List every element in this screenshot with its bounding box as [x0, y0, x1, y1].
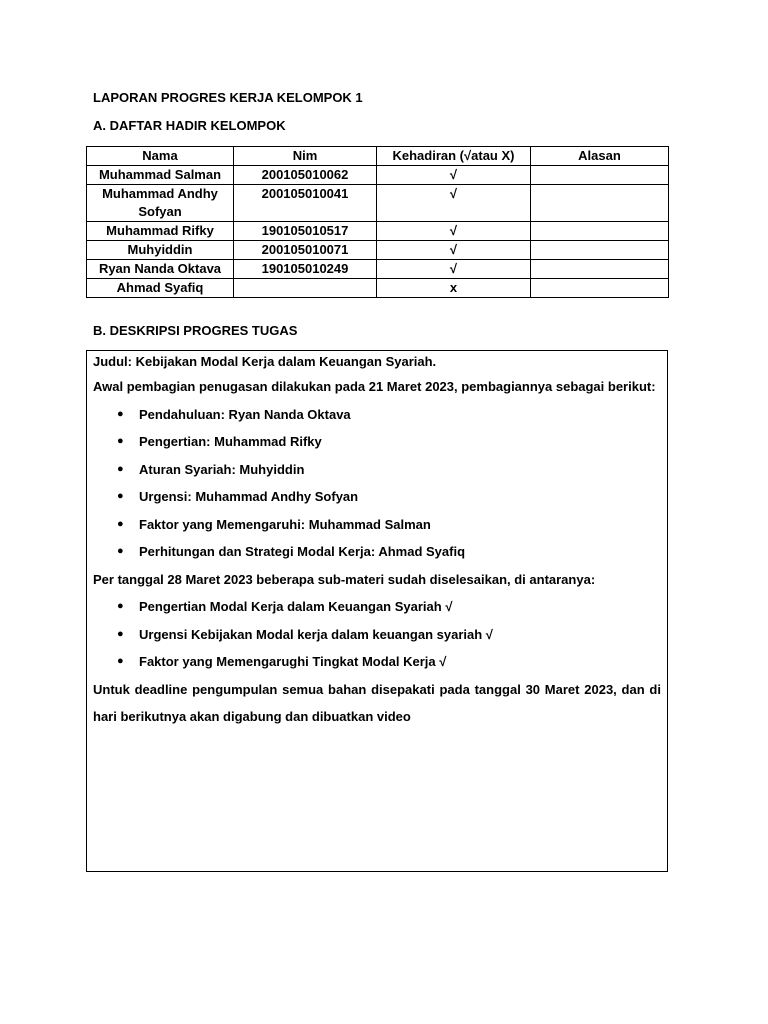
- header-alasan: Alasan: [531, 147, 669, 166]
- list-item: [117, 621, 661, 649]
- cell-reason: [531, 279, 669, 298]
- table-row: [87, 185, 669, 222]
- cell-attendance: √: [377, 260, 531, 279]
- assignment-intro: Awal pembagian penugasan dilakukan pada 21 Maret 2023, pembagiannya sebagai berikut:: [93, 379, 656, 394]
- table-row: [87, 166, 669, 185]
- cell-nim: 190105010249: [234, 260, 377, 279]
- list-item: [117, 593, 661, 621]
- bullet-icon: ●: [117, 600, 124, 612]
- list-item: [117, 511, 661, 539]
- bullet-icon: ●: [117, 490, 124, 502]
- bullet-icon: ●: [117, 407, 124, 420]
- cell-name: Ahmad Syafiq: [87, 279, 234, 298]
- bullet-icon: ●: [117, 435, 124, 447]
- cell-name: Muhyiddin: [87, 241, 234, 260]
- cell-reason: [531, 185, 669, 222]
- bullet-icon: ●: [117, 545, 124, 557]
- completed-list: [93, 593, 661, 676]
- cell-reason: [531, 241, 669, 260]
- list-item-text: Pengertian Modal Kerja dalam Keuangan Syariah √: [139, 599, 453, 614]
- cell-nim: 190105010517: [234, 222, 377, 241]
- section-b-heading: B. DESKRIPSI PROGRES TUGAS: [93, 323, 298, 338]
- table-header-row: [87, 147, 669, 166]
- cell-attendance: x: [377, 279, 531, 298]
- list-item-text: Pengertian: Muhammad Rifky: [139, 434, 322, 449]
- cell-nim: 200105010041: [234, 185, 377, 222]
- cell-reason: [531, 222, 669, 241]
- list-item-text: Urgensi: Muhammad Andhy Sofyan: [139, 489, 359, 504]
- cell-name: Muhammad Rifky: [87, 222, 234, 241]
- table-row: [87, 222, 669, 241]
- progress-description-box: [86, 350, 668, 872]
- closing-paragraph: Untuk deadline pengumpulan semua bahan disepakati pada tanggal 30 Maret 2023, dan di hari berikutnya akan digabung dan dibuatkan video: [93, 681, 661, 724]
- header-kehadiran: Kehadiran (√atau X): [377, 147, 531, 166]
- cell-name: Muhammad Salman: [87, 166, 234, 185]
- cell-attendance: √: [377, 185, 531, 222]
- table-row: [87, 260, 669, 279]
- document-title: LAPORAN PROGRES KERJA KELOMPOK 1: [93, 90, 363, 105]
- list-item: [117, 483, 661, 511]
- cell-name: Muhammad Andhy Sofyan: [87, 185, 234, 222]
- list-item-text: Urgensi Kebijakan Modal kerja dalam keuangan syariah √: [139, 626, 493, 642]
- cell-nim: [234, 279, 377, 298]
- list-item-text: Faktor yang Memengarughi Tingkat Modal Kerja √: [139, 654, 447, 669]
- header-nama: Nama: [87, 147, 234, 166]
- list-item-text: Aturan Syariah: Muhyiddin: [139, 461, 305, 477]
- list-item: [117, 648, 661, 676]
- assignment-list: [93, 401, 661, 566]
- list-item: [117, 538, 661, 566]
- cell-reason: [531, 260, 669, 279]
- bullet-icon: ●: [117, 655, 124, 667]
- list-item: [117, 428, 661, 456]
- list-item-text: Perhitungan dan Strategi Modal Kerja: Ahmad Syafiq: [139, 544, 466, 559]
- list-item-text: Pendahuluan: Ryan Nanda Oktava: [139, 406, 351, 422]
- task-title: Judul: Kebijakan Modal Kerja dalam Keuangan Syariah.: [93, 354, 437, 369]
- cell-attendance: √: [377, 241, 531, 260]
- list-item-text: Faktor yang Memengaruhi: Muhammad Salman: [139, 516, 431, 532]
- table-row: [87, 279, 669, 298]
- cell-nim: 200105010062: [234, 166, 377, 185]
- list-item: [117, 401, 661, 429]
- progress-intro: Per tanggal 28 Maret 2023 beberapa sub-materi sudah diselesaikan, di antaranya:: [93, 571, 596, 587]
- bullet-icon: ●: [117, 627, 124, 640]
- cell-nim: 200105010071: [234, 241, 377, 260]
- section-a-heading: A. DAFTAR HADIR KELOMPOK: [93, 118, 286, 133]
- cell-reason: [531, 166, 669, 185]
- list-item: [117, 456, 661, 484]
- header-nim: Nim: [234, 147, 377, 166]
- cell-attendance: √: [377, 166, 531, 185]
- table-row: [87, 241, 669, 260]
- cell-name: Ryan Nanda Oktava: [87, 260, 234, 279]
- cell-attendance: √: [377, 222, 531, 241]
- attendance-table: [86, 146, 669, 298]
- bullet-icon: ●: [117, 517, 124, 530]
- bullet-icon: ●: [117, 462, 124, 475]
